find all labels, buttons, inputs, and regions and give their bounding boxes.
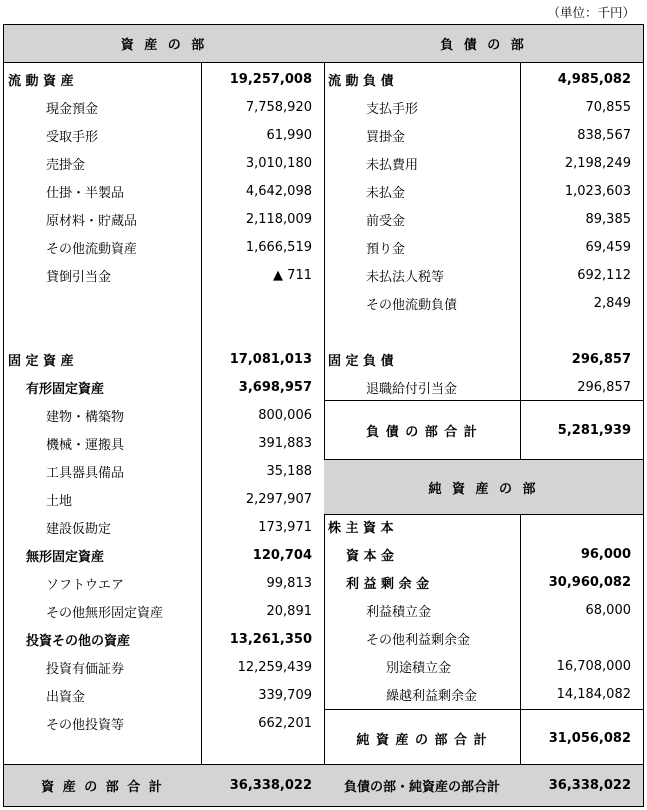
assets-header: 資 産 の 部 bbox=[4, 25, 324, 63]
item-label: 原材料・貯蔵品 bbox=[46, 213, 138, 229]
item-label: その他投資等 bbox=[46, 717, 125, 733]
table-row bbox=[4, 373, 324, 401]
item-value: 4,642,098 bbox=[245, 183, 312, 199]
item-label: 有形固定資産 bbox=[26, 381, 105, 397]
item-label: 投資その他の資産 bbox=[26, 633, 131, 649]
table-row bbox=[4, 345, 324, 373]
item-value: 14,184,082 bbox=[556, 686, 631, 702]
item-value: 800,006 bbox=[258, 407, 312, 423]
item-value: 70,855 bbox=[585, 99, 631, 115]
item-label: 機械・運搬具 bbox=[46, 437, 125, 453]
unit-note: （単位：千円） bbox=[547, 5, 635, 20]
table-row bbox=[324, 261, 643, 289]
item-label: 前受金 bbox=[366, 213, 406, 229]
liabilities-total-value: 5,281,939 bbox=[557, 422, 631, 438]
item-label: 投資有価証券 bbox=[46, 661, 125, 677]
table-row bbox=[324, 373, 643, 401]
table-row bbox=[324, 65, 643, 93]
item-label: 買掛金 bbox=[366, 129, 406, 145]
item-value: 17,081,013 bbox=[229, 351, 312, 367]
item-label: 建物・構築物 bbox=[46, 409, 125, 425]
table-row bbox=[324, 512, 643, 540]
item-value: 2,849 bbox=[593, 295, 631, 311]
table-row bbox=[324, 317, 643, 345]
item-label: 流 動 資 産 bbox=[8, 73, 74, 89]
table-row bbox=[4, 681, 324, 709]
item-label: 支払手形 bbox=[366, 101, 419, 117]
item-value: 173,971 bbox=[258, 519, 312, 535]
item-value: 99,813 bbox=[266, 575, 312, 591]
item-value: 296,857 bbox=[571, 351, 631, 367]
table-row bbox=[4, 289, 324, 317]
item-label: その他流動資産 bbox=[46, 241, 138, 257]
table-row bbox=[4, 65, 324, 93]
table-row bbox=[324, 624, 643, 652]
item-label: 別途積立金 bbox=[386, 660, 452, 676]
item-label: 預り金 bbox=[366, 241, 406, 257]
item-label: 土地 bbox=[46, 493, 73, 509]
liabilities-total-label: 負 債 の 部 合 計 bbox=[366, 424, 478, 440]
item-label: その他利益剰余金 bbox=[366, 632, 471, 648]
item-value: 19,257,008 bbox=[229, 71, 312, 87]
item-label: 建設仮勘定 bbox=[46, 521, 112, 537]
table-row bbox=[4, 149, 324, 177]
table-row bbox=[324, 540, 643, 568]
assets-section bbox=[4, 25, 325, 806]
item-label: 工具器具備品 bbox=[46, 465, 125, 481]
item-label: その他流動負債 bbox=[366, 297, 458, 313]
item-value: 68,000 bbox=[585, 602, 631, 618]
item-value: 13,261,350 bbox=[229, 631, 312, 647]
table-row bbox=[4, 261, 324, 289]
table-row bbox=[4, 485, 324, 513]
item-label: 資 本 金 bbox=[346, 548, 395, 564]
table-row bbox=[324, 149, 643, 177]
item-label: 流 動 負 債 bbox=[328, 73, 394, 89]
item-value: 35,188 bbox=[266, 463, 312, 479]
table-row bbox=[4, 177, 324, 205]
item-value: 296,857 bbox=[577, 379, 631, 395]
item-value: 1,666,519 bbox=[245, 239, 312, 255]
assets-total-label: 資 産 の 部 合 計 bbox=[41, 780, 164, 795]
item-value: 30,960,082 bbox=[548, 574, 631, 590]
table-row bbox=[4, 597, 324, 625]
item-value: 61,990 bbox=[266, 127, 312, 143]
table-row bbox=[4, 401, 324, 429]
table-row bbox=[4, 653, 324, 681]
table-row bbox=[4, 513, 324, 541]
assets-total-row bbox=[4, 764, 324, 806]
item-label: 受取手形 bbox=[46, 129, 99, 145]
item-value: 7,758,920 bbox=[245, 99, 312, 115]
item-value: 12,259,439 bbox=[237, 659, 312, 675]
table-row bbox=[324, 345, 643, 373]
table-row bbox=[4, 93, 324, 121]
item-value: 2,118,009 bbox=[245, 211, 312, 227]
net-assets-total-row bbox=[324, 710, 643, 766]
liabilities-total-row bbox=[324, 401, 643, 459]
table-row bbox=[4, 317, 324, 345]
item-label: 株 主 資 本 bbox=[328, 520, 394, 536]
item-label: 未払法人税等 bbox=[366, 269, 445, 285]
table-row bbox=[324, 93, 643, 121]
liabilities-netassets-section bbox=[324, 25, 643, 806]
balance-sheet bbox=[3, 24, 644, 807]
item-label: 退職給付引当金 bbox=[366, 381, 458, 397]
item-value: 1,023,603 bbox=[564, 183, 631, 199]
table-row bbox=[324, 652, 643, 680]
table-row bbox=[4, 121, 324, 149]
item-label: 仕掛・半製品 bbox=[46, 185, 125, 201]
item-value: 391,883 bbox=[258, 435, 312, 451]
item-value: 3,010,180 bbox=[245, 155, 312, 171]
item-label: その他無形固定資産 bbox=[46, 605, 164, 621]
table-row bbox=[4, 625, 324, 653]
table-row bbox=[324, 121, 643, 149]
item-label: ソフトウエア bbox=[46, 577, 125, 593]
item-value: 69,459 bbox=[585, 239, 631, 255]
table-row bbox=[324, 568, 643, 596]
table-row bbox=[4, 709, 324, 737]
item-label: 未払費用 bbox=[366, 157, 419, 173]
item-value: 692,112 bbox=[577, 267, 631, 283]
table-row bbox=[324, 596, 643, 624]
grand-total-row bbox=[324, 764, 643, 806]
liabilities-header: 負 債 の 部 bbox=[324, 25, 643, 63]
table-row bbox=[4, 233, 324, 261]
item-value: 89,385 bbox=[585, 211, 631, 227]
item-value: 16,708,000 bbox=[556, 658, 631, 674]
item-value: 96,000 bbox=[580, 546, 631, 562]
item-value: 20,891 bbox=[266, 603, 312, 619]
item-label: 売掛金 bbox=[46, 157, 86, 173]
item-value: 4,985,082 bbox=[557, 71, 631, 87]
item-label: 利益積立金 bbox=[366, 604, 432, 620]
table-row bbox=[4, 457, 324, 485]
grand-total-label: 負債の部・純資産の部合計 bbox=[343, 780, 500, 795]
item-label: 貸倒引当金 bbox=[46, 269, 112, 285]
item-label: 未払金 bbox=[366, 185, 406, 201]
table-row bbox=[4, 569, 324, 597]
item-label: 利 益 剰 余 金 bbox=[346, 576, 430, 592]
table-row bbox=[4, 541, 324, 569]
item-label: 繰越利益剰余金 bbox=[386, 688, 478, 704]
item-value: 2,297,907 bbox=[245, 491, 312, 507]
net-assets-total-value: 31,056,082 bbox=[548, 730, 631, 746]
item-label: 現金預金 bbox=[46, 101, 99, 117]
table-row bbox=[4, 429, 324, 457]
table-row bbox=[324, 233, 643, 261]
item-label: 固 定 資 産 bbox=[8, 353, 74, 369]
item-value: 120,704 bbox=[252, 547, 312, 563]
item-value: 662,201 bbox=[258, 715, 312, 731]
item-label: 無形固定資産 bbox=[26, 549, 105, 565]
table-row bbox=[324, 680, 643, 708]
item-value: 339,709 bbox=[258, 687, 312, 703]
item-value: 2,198,249 bbox=[564, 155, 631, 171]
net-assets-total-label: 純 資 産 の 部 合 計 bbox=[356, 732, 488, 748]
net-assets-header: 純 資 産 の 部 bbox=[324, 459, 643, 515]
item-label: 固 定 負 債 bbox=[328, 353, 394, 369]
table-row bbox=[324, 205, 643, 233]
item-label: 出資金 bbox=[46, 689, 86, 705]
item-value: 838,567 bbox=[577, 127, 631, 143]
table-row bbox=[4, 205, 324, 233]
grand-total-value: 36,338,022 bbox=[548, 778, 631, 793]
item-value: 3,698,957 bbox=[238, 379, 312, 395]
assets-total-value: 36,338,022 bbox=[229, 778, 312, 793]
table-row bbox=[324, 177, 643, 205]
table-row bbox=[324, 289, 643, 317]
item-value: ▲ 711 bbox=[273, 267, 312, 283]
